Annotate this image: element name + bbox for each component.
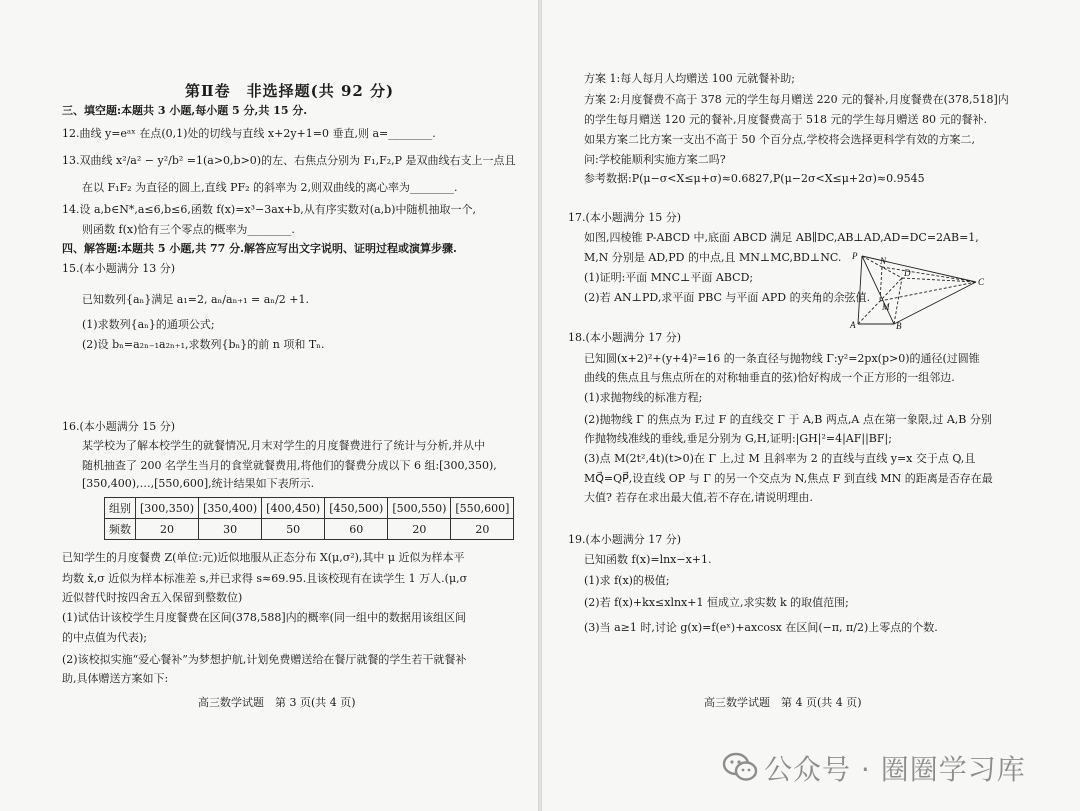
reference-data: 参考数据:P(μ−σ<X≤μ+σ)≈0.6827,P(μ−2σ<X≤μ+2σ)≈0.9545 xyxy=(584,172,925,185)
right-page xyxy=(542,0,1080,811)
section-title: 第Ⅱ卷 非选择题(共 92 分) xyxy=(185,82,395,100)
vertex-label-p: P xyxy=(852,251,858,261)
frequency-table xyxy=(104,497,514,540)
table-cell: 20 xyxy=(388,519,451,540)
question-13-line2: 在以 F₁F₂ 为直径的圆上,直线 PF₂ 的斜率为 2,则双曲线的离心率为________. xyxy=(82,181,458,194)
edge-bd xyxy=(894,278,902,324)
question-18-header: 18.(本小题满分 17 分) xyxy=(568,331,682,344)
plan-1: 方案 1:每人每月人均赠送 100 元就餐补助; xyxy=(584,72,795,85)
question-17-stem-line2: M,N 分别是 AD,PD 的中点,且 MN⊥MC,BD⊥NC. xyxy=(584,251,842,264)
question-18-part3-line2: MQ⃗=QP⃗,设直线 OP 与 Γ 的另一个交点为 N,焦点 F 到直线 MN 的距离是否存在最 xyxy=(584,472,993,485)
question-16-part2-line2: 助,具体赠送方案如下: xyxy=(62,672,169,685)
question-16-part2-line1: (2)该校拟实施“爱心餐补”为梦想护航,计划免费赠送给在餐厅就餐的学生若干就餐补 xyxy=(62,653,467,666)
question-15-stem: 已知数列{aₙ}满足 a₁=2, aₙ/aₙ₊₁ = aₙ/2 +1. xyxy=(82,293,309,306)
table-row-label: 频数 xyxy=(105,519,136,540)
table-header-cell: [300,350) xyxy=(136,498,199,519)
table-header-cell: [400,450) xyxy=(262,498,325,519)
question-18-stem-line1: 已知圆(x+2)²+(y+4)²=16 的一条直径与抛物线 Γ:y²=2px(p>0)的通径(过圆锥 xyxy=(584,352,980,365)
vertex-label-a: A xyxy=(850,320,856,330)
question-19-part1: (1)求 f(x)的极值; xyxy=(584,574,670,587)
table-header-cell: [450,500) xyxy=(325,498,388,519)
fill-in-section-heading: 三、填空题:本题共 3 小题,每小题 5 分,共 15 分. xyxy=(62,104,308,117)
question-16-stem-line3: [350,400),…,[550,600],统计结果如下表所示. xyxy=(82,477,315,490)
question-17-part2: (2)若 AN⊥PD,求平面 PBC 与平面 APD 的夹角的余弦值. xyxy=(584,291,871,304)
table-row xyxy=(105,519,514,540)
question-19-stem: 已知函数 f(x)=lnx−x+1. xyxy=(584,553,712,566)
question-18-stem-line2: 曲线的焦点且与焦点所在的对称轴垂直的弦)恰好构成一个正方形的一组邻边. xyxy=(584,371,955,384)
question-14-line1: 14.设 a,b∈N*,a≤6,b≤6,函数 f(x)=x³−3ax+b,从有序实数对(a,b)中随机抽取一个, xyxy=(62,203,476,216)
edge-bc xyxy=(894,282,976,324)
watermark-text: 公众号 · 圈圈学习库 xyxy=(764,753,1026,786)
table-cell: 60 xyxy=(325,519,388,540)
question-16-part1-line1: (1)试估计该校学生月度餐费在区间(378,588]内的概率(同一组中的数据用该组区间 xyxy=(62,611,466,624)
table-cell: 50 xyxy=(262,519,325,540)
vertex-label-d: D xyxy=(904,268,911,278)
table-cell: 30 xyxy=(199,519,262,540)
question-19-header: 19.(本小题满分 17 分) xyxy=(568,533,682,546)
question-15-part2: (2)设 bₙ=a₂ₙ₋₁a₂ₙ₊₁,求数列{bₙ}的前 n 项和 Tₙ. xyxy=(82,338,325,351)
wechat-icon xyxy=(722,751,758,783)
question-17-part1: (1)证明:平面 MNC⊥平面 ABCD; xyxy=(584,271,754,284)
page-footer: 高三数学试题 第 3 页(共 4 页) xyxy=(198,696,356,709)
question-18-part1: (1)求抛物线的标准方程; xyxy=(584,391,703,404)
left-page xyxy=(0,0,538,811)
question-16-part1-line2: 的中点值为代表); xyxy=(62,631,147,644)
question-12: 12.曲线 y=eᵃˣ 在点(0,1)处的切线与直线 x+2y+1=0 垂直,则 a=________. xyxy=(62,127,436,140)
question-13-line1: 13.双曲线 x²/a² − y²/b² =1(a>0,b>0)的左、右焦点分别为 F₁,F₂,P 是双曲线右支上一点且 xyxy=(62,154,516,167)
table-header-cell: [350,400) xyxy=(199,498,262,519)
table-cell: 20 xyxy=(136,519,199,540)
question-17-stem-line1: 如图,四棱锥 P-ABCD 中,底面 ABCD 满足 AB∥DC,AB⊥AD,AD=DC=2AB=1, xyxy=(584,231,979,244)
question-16-text-line2: 均数 x̄,σ 近似为样本标准差 s,并已求得 s≈69.95.且该校现有在读学生 1 万人.(μ,σ xyxy=(62,572,468,585)
question-16-ask: 问:学校能顺利实施方案二吗? xyxy=(584,153,726,166)
vertex-label-c: C xyxy=(978,277,985,287)
vertex-label-m: M xyxy=(882,302,890,312)
question-16-text-line3: 近似替代时按四舍五入保留到整数位) xyxy=(62,591,243,604)
question-19-part2: (2)若 f(x)+kx≤xlnx+1 恒成立,求实数 k 的取值范围; xyxy=(584,596,849,609)
question-16-header: 16.(本小题满分 15 分) xyxy=(62,420,176,433)
question-15-header: 15.(本小题满分 13 分) xyxy=(62,262,176,275)
question-18-part2-line1: (2)抛物线 Γ 的焦点为 F,过 F 的直线交 Γ 于 A,B 两点,A 点在第一象限,过 A,B 分别 xyxy=(584,413,992,426)
question-16-condition: 如果方案二比方案一支出不高于 50 个百分点,学校将会选择更科学有效的方案二, xyxy=(584,133,975,146)
table-header-cell: [500,550) xyxy=(388,498,451,519)
question-16-text-line1: 已知学生的月度餐费 Z(单位:元)近似地服从正态分布 X(μ,σ²),其中 μ 近似为样本平 xyxy=(62,551,465,564)
question-14-line2: 则函数 f(x)恰有三个零点的概率为________. xyxy=(82,223,295,236)
edge-pa xyxy=(858,256,862,324)
answer-section-heading: 四、解答题:本题共 5 小题,共 77 分.解答应写出文字说明、证明过程或演算步骤. xyxy=(62,242,457,255)
edge-pb xyxy=(862,256,894,324)
pyramid-figure xyxy=(848,250,988,330)
question-18-part3-line3: 大值? 若存在求出最大值,若不存在,请说明理由. xyxy=(584,491,813,504)
segment-mc xyxy=(880,282,976,301)
question-16-stem-line1: 某学校为了解本校学生的就餐情况,月末对学生的月度餐费进行了统计与分析,并从中 xyxy=(82,439,485,452)
question-18-part3-line1: (3)点 M(2t²,4t)(t>0)在 Γ 上,过 M 且斜率为 2 的直线与直线 y=x 交于点 Q,且 xyxy=(584,452,976,465)
question-17-header: 17.(本小题满分 15 分) xyxy=(568,211,682,224)
question-18-part2-line2: 作抛物线准线的垂线,垂足分别为 G,H,证明:|GH|²=4|AF||BF|; xyxy=(584,432,892,445)
question-15-part1: (1)求数列{aₙ}的通项公式; xyxy=(82,318,215,331)
question-19-part3: (3)当 a≥1 时,讨论 g(x)=f(eˣ)+axcosx 在区间(−π, π/2)上零点的个数. xyxy=(584,621,938,634)
question-16-stem-line2: 随机抽查了 200 名学生当月的食堂就餐费用,将他们的餐费分成以下 6 组:[300,350), xyxy=(82,459,497,472)
table-header-cell: 组别 xyxy=(105,498,136,519)
table-cell: 20 xyxy=(451,519,514,540)
edge-dc xyxy=(902,278,976,282)
vertex-label-n: N xyxy=(880,256,887,266)
plan-2-line1: 方案 2:月度餐费不高于 378 元的学生每月赠送 220 元的餐补,月度餐费在(378,518]内 xyxy=(584,93,1009,106)
page-footer: 高三数学试题 第 4 页(共 4 页) xyxy=(704,696,862,709)
plan-2-line2: 的学生每月赠送 120 元的餐补,月度餐费高于 518 元的学生每月赠送 80 元的餐补. xyxy=(584,113,987,126)
vertex-label-b: B xyxy=(896,321,902,330)
table-header-cell: [550,600] xyxy=(451,498,514,519)
table-row xyxy=(105,498,514,519)
